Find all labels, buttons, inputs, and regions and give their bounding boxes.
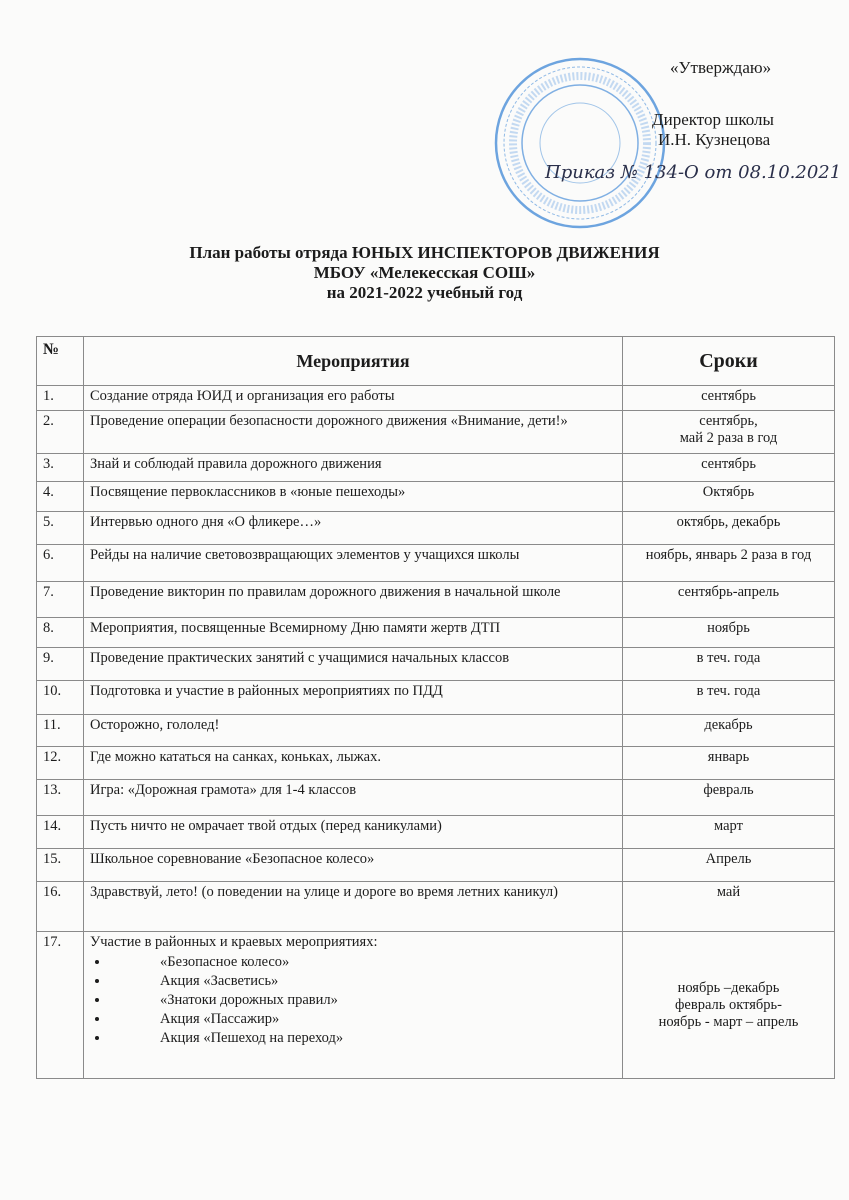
term-text: ноябрь, январь 2 раза в год	[645, 547, 812, 563]
activity-cell	[84, 545, 623, 582]
term-text: ноябрь	[707, 620, 750, 636]
table-row	[37, 747, 835, 780]
table-row	[37, 545, 835, 582]
term-text: май	[716, 884, 741, 900]
activity-cell	[84, 747, 623, 780]
activity-cell	[84, 715, 623, 747]
activity-text: Школьное соревнование «Безопасное колесо»	[90, 851, 375, 867]
table-row	[37, 618, 835, 648]
row-number: 5.	[37, 512, 84, 545]
activity-cell	[84, 849, 623, 882]
activity-cell	[84, 816, 623, 849]
term-cell	[623, 512, 835, 545]
table-row	[37, 816, 835, 849]
activity-text: Здравствуй, лето! (о поведении на улице и дороге во время летних каникул)	[90, 884, 558, 900]
term-text-2: февраль октябрь-	[675, 996, 782, 1013]
term-cell	[623, 618, 835, 648]
term-cell	[623, 849, 835, 882]
term-text: в теч. года	[696, 683, 761, 699]
row-number: 16.	[37, 882, 84, 932]
table-row	[37, 582, 835, 618]
activity-cell	[84, 386, 623, 411]
row-number: 6.	[37, 545, 84, 582]
list-item: • Акция «Пешеход на переход»	[110, 1029, 616, 1048]
activity-cell	[84, 411, 623, 454]
list-item: • Акция «Пассажир»	[110, 1010, 616, 1029]
row-number: 14.	[37, 816, 84, 849]
term-text: сентябрь-апрель	[677, 584, 780, 600]
activity-text: Осторожно, гололед!	[90, 717, 220, 733]
title-line-2: МБОУ «Мелекесская СОШ»	[313, 263, 536, 282]
activity-text: Где можно кататься на санках, коньках, лыжах.	[90, 749, 381, 765]
term-cell	[623, 545, 835, 582]
table-row	[37, 932, 835, 1079]
activity-text: Игра: «Дорожная грамота» для 1-4 классов	[90, 782, 357, 798]
term-text: сентябрь	[701, 388, 756, 404]
list-item: • «Знатоки дорожных правил»	[110, 991, 616, 1010]
plan-table	[36, 336, 835, 1079]
table-row	[37, 849, 835, 882]
term-text: Октябрь	[702, 484, 755, 500]
table-header	[37, 337, 835, 386]
activity-text: Пусть ничто не омрачает твой отдых (перед каникулами)	[90, 818, 442, 834]
activity-text: Создание отряда ЮИД и организация его работы	[90, 388, 395, 404]
term-text: сентябрь	[701, 456, 756, 472]
term-cell	[623, 747, 835, 780]
row-number: 11.	[37, 715, 84, 747]
list-item: • «Безопасное колесо»	[110, 953, 616, 972]
activity-cell	[84, 648, 623, 681]
term-cell	[623, 648, 835, 681]
table-row	[37, 780, 835, 816]
row-number: 15.	[37, 849, 84, 882]
page-title	[0, 243, 849, 303]
director-title: Директор школы	[652, 110, 774, 129]
activity-text: Мероприятия, посвященные Всемирному Дню памяти жертв ДТП	[90, 620, 501, 636]
title-line-1: План работы отряда ЮНЫХ ИНСПЕКТОРОВ ДВИЖЕНИЯ	[189, 243, 660, 262]
term-cell	[623, 411, 835, 454]
school-stamp	[492, 55, 668, 231]
term-text-3: ноябрь - март – апрель	[658, 1013, 799, 1030]
row-number: 13.	[37, 780, 84, 816]
term-cell	[623, 715, 835, 747]
row-number: 9.	[37, 648, 84, 681]
row-number: 1.	[37, 386, 84, 411]
row-number: 3.	[37, 454, 84, 482]
approval-label: «Утверждаю»	[670, 58, 772, 77]
director-name: И.Н. Кузнецова	[658, 130, 771, 149]
activity-text: Проведение практических занятий с учащимися начальных классов	[90, 650, 510, 666]
activity-text: Участие в районных и краевых мероприятиях:	[90, 934, 378, 950]
table-row	[37, 648, 835, 681]
term-cell	[623, 582, 835, 618]
term-text: Апрель	[705, 851, 752, 867]
term-text: декабрь	[704, 717, 753, 733]
term-text: февраль	[703, 782, 754, 798]
row-number: 12.	[37, 747, 84, 780]
list-item: • Акция «Засветись»	[110, 972, 616, 991]
activity-text: Посвящение первоклассников в «юные пешеходы»	[90, 484, 406, 500]
activity-text: Подготовка и участие в районных мероприятиях по ПДД	[90, 683, 443, 699]
handwritten-order-note: Приказ № 134-О от 08.10.2021	[545, 162, 842, 183]
term-text: октябрь, декабрь	[676, 514, 781, 530]
row-number: 8.	[37, 618, 84, 648]
row-number: 17.	[37, 932, 84, 1079]
term-cell	[623, 932, 835, 1079]
term-cell	[623, 386, 835, 411]
term-text-2: май 2 раза в год	[679, 430, 778, 446]
activity-cell	[84, 681, 623, 715]
table-row	[37, 681, 835, 715]
column-header-number: №	[37, 337, 84, 386]
column-header-activities: Мероприятия	[84, 337, 623, 386]
table-row	[37, 715, 835, 747]
activity-cell	[84, 618, 623, 648]
table-row	[37, 512, 835, 545]
activity-text: Знай и соблюдай правила дорожного движения	[90, 456, 382, 472]
column-header-terms: Сроки	[623, 337, 835, 386]
activity-text: Проведение викторин по правилам дорожного движения в начальной школе	[90, 584, 561, 600]
row-number: 10.	[37, 681, 84, 715]
activity-cell	[84, 882, 623, 932]
table-row	[37, 411, 835, 454]
table-row	[37, 386, 835, 411]
term-cell	[623, 482, 835, 512]
activity-text: Проведение операции безопасности дорожного движения «Внимание, дети!»	[90, 413, 568, 429]
term-text: ноябрь –декабрь	[677, 979, 780, 996]
term-cell	[623, 454, 835, 482]
row-number: 7.	[37, 582, 84, 618]
activity-cell	[84, 932, 623, 1079]
activity-text: Рейды на наличие световозвращающих элементов у учащихся школы	[90, 547, 520, 563]
table-row	[37, 882, 835, 932]
term-text: в теч. года	[696, 650, 761, 666]
activity-cell	[84, 512, 623, 545]
term-cell	[623, 816, 835, 849]
row-number: 4.	[37, 482, 84, 512]
term-cell	[623, 882, 835, 932]
table-row	[37, 454, 835, 482]
row-number: 2.	[37, 411, 84, 454]
term-text: январь	[707, 749, 750, 765]
term-text: сентябрь,	[699, 413, 758, 429]
term-cell	[623, 780, 835, 816]
activity-cell	[84, 780, 623, 816]
term-cell	[623, 681, 835, 715]
activity-text: Интервью одного дня «О фликере…»	[90, 514, 322, 530]
event-list	[90, 953, 616, 1048]
activity-cell	[84, 482, 623, 512]
title-line-3: на 2021-2022 учебный год	[326, 283, 523, 302]
term-text: март	[714, 818, 743, 834]
activity-cell	[84, 582, 623, 618]
table-row	[37, 482, 835, 512]
director-block	[652, 110, 774, 150]
activity-cell	[84, 454, 623, 482]
